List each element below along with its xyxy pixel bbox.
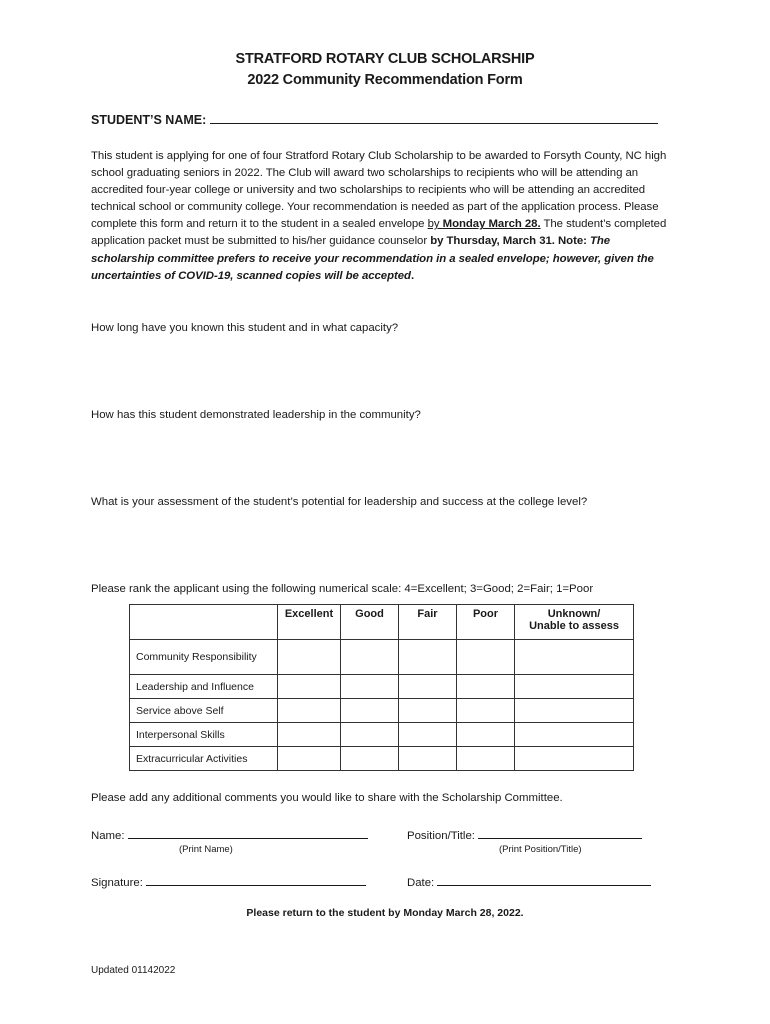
header-fair: Fair — [399, 605, 457, 640]
intro-paragraph — [91, 148, 671, 285]
table-row — [130, 699, 634, 723]
rank-cell[interactable] — [399, 675, 457, 699]
rank-table-header — [130, 605, 634, 640]
name-hint: (Print Name) — [179, 844, 233, 855]
rank-cell[interactable] — [457, 747, 515, 771]
rank-cell[interactable] — [515, 747, 634, 771]
rank-cell[interactable] — [515, 640, 634, 675]
rank-cell[interactable] — [278, 640, 341, 675]
position-hint: (Print Position/Title) — [499, 844, 582, 855]
rank-cell[interactable] — [457, 640, 515, 675]
form-subtitle: 2022 Community Recommendation Form — [247, 72, 523, 88]
rank-cell[interactable] — [457, 675, 515, 699]
row-label: Extracurricular Activities — [130, 747, 278, 771]
header-excellent: Excellent — [278, 605, 341, 640]
rank-cell[interactable] — [278, 699, 341, 723]
row-label: Service above Self — [130, 699, 278, 723]
date-label: Date: — [407, 877, 435, 889]
return-note: Please return to the student by Monday March 28, 2022. — [246, 907, 524, 919]
covid-note: The scholarship committee prefers to receive your recommendation in a sealed envelope; however, given the uncertainties of COVID-19, scanned copies will be accepted — [91, 235, 654, 282]
counselor-deadline: by Thursday, March 31. Note: — [430, 235, 590, 248]
rank-table — [129, 604, 634, 771]
rank-cell[interactable] — [399, 723, 457, 747]
rank-cell[interactable] — [515, 675, 634, 699]
rank-prompt: Please rank the applicant using the following numerical scale: 4=Excellent; 3=Good; 2=Fair; 1=Poor — [91, 583, 594, 595]
student-name-field[interactable] — [91, 111, 658, 127]
rank-cell[interactable] — [399, 699, 457, 723]
date-field[interactable] — [407, 873, 651, 889]
rank-cell[interactable] — [515, 723, 634, 747]
signature-field[interactable] — [91, 873, 366, 889]
question-leadership: How has this student demonstrated leadership in the community? — [91, 409, 421, 421]
question-known-capacity: How long have you known this student and in what capacity? — [91, 322, 399, 334]
header-unknown — [515, 605, 634, 640]
header-poor: Poor — [457, 605, 515, 640]
intro-text: This student is applying for one of four Stratford Rotary Club Scholarship to be awarded to Forsyth County, NC high school graduating seniors in 2022. The Club will award two scholarships to recipients who will be attending an accredited four-year college or university and two scholarships to recipients who will be attending an accredited technical school or community college. Your recommendation is needed as part of the application process. Please complete this form and return it to the student in a sealed envelope — [91, 150, 667, 231]
rank-cell[interactable] — [341, 699, 399, 723]
updated-footer: Updated 01142022 — [91, 965, 176, 976]
question-potential: What is your assessment of the student’s potential for leadership and success at the college level? — [91, 496, 588, 508]
rank-cell[interactable] — [341, 640, 399, 675]
deadline-by — [428, 218, 541, 230]
form-title: STRATFORD ROTARY CLUB SCHOLARSHIP — [235, 51, 535, 67]
student-name-label: STUDENT’S NAME: — [91, 113, 207, 127]
row-label: Interpersonal Skills — [130, 723, 278, 747]
signature-label: Signature: — [91, 877, 143, 889]
comments-prompt: Please add any additional comments you would like to share with the Scholarship Committee. — [91, 792, 563, 804]
position-label: Position/Title: — [407, 830, 475, 842]
table-row — [130, 640, 634, 675]
rank-cell[interactable] — [399, 640, 457, 675]
position-field[interactable] — [407, 826, 642, 842]
header-unknown-line2: Unable to assess — [529, 620, 619, 632]
name-line[interactable] — [128, 826, 368, 839]
rank-cell[interactable] — [399, 747, 457, 771]
rank-cell[interactable] — [457, 699, 515, 723]
row-label: Leadership and Influence — [130, 675, 278, 699]
signature-line[interactable] — [146, 873, 366, 886]
header-unknown-line1: Unknown/ — [547, 608, 601, 620]
rank-cell[interactable] — [278, 723, 341, 747]
intro-text-2: The student’s completed application packet must be submitted to his/her guidance counselor — [91, 218, 667, 248]
rank-cell[interactable] — [515, 699, 634, 723]
rank-cell[interactable] — [278, 747, 341, 771]
rank-cell[interactable] — [341, 675, 399, 699]
table-row — [130, 675, 634, 699]
name-field[interactable] — [91, 826, 368, 842]
position-line[interactable] — [478, 826, 642, 839]
rank-cell[interactable] — [341, 723, 399, 747]
header-blank — [130, 605, 278, 640]
rank-cell[interactable] — [457, 723, 515, 747]
date-line[interactable] — [437, 873, 651, 886]
deadline-by-text: by — [427, 218, 443, 231]
student-name-line[interactable] — [210, 111, 658, 124]
rank-cell[interactable] — [341, 747, 399, 771]
name-label: Name: — [91, 830, 125, 842]
table-row — [130, 723, 634, 747]
rank-cell[interactable] — [278, 675, 341, 699]
covid-note-period: . — [410, 269, 415, 282]
deadline-date: Monday March 28. — [442, 218, 541, 231]
table-row — [130, 747, 634, 771]
row-label: Community Responsibility — [130, 640, 278, 675]
header-good: Good — [341, 605, 399, 640]
